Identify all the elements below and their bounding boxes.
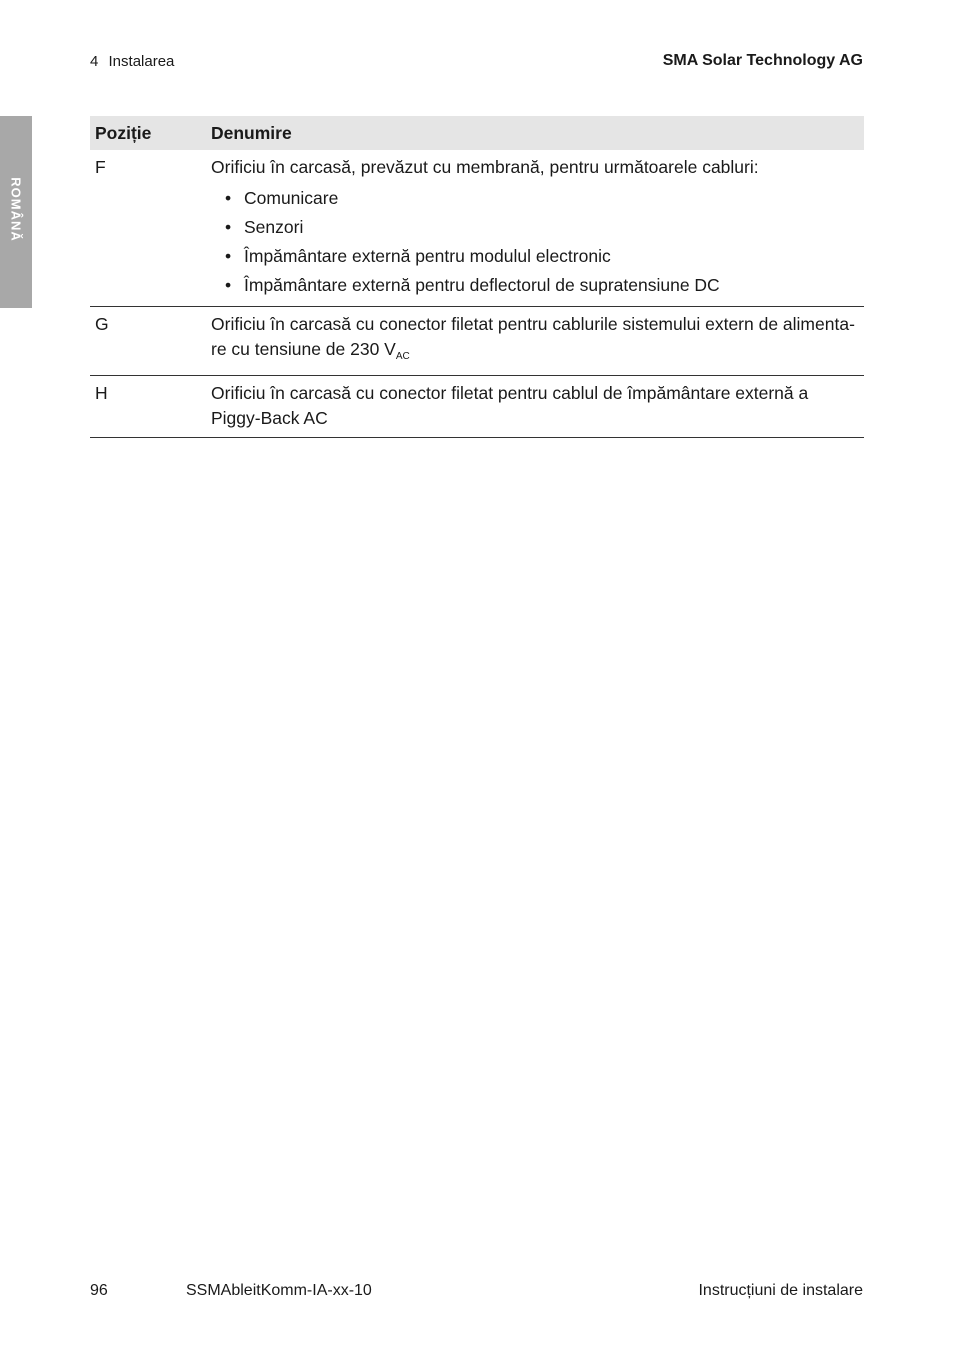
position-description-table	[90, 116, 864, 438]
column-header-description: Denumire	[206, 116, 864, 150]
table-row	[90, 307, 864, 376]
row-description-text: Orificiu în carcasă, prevăzut cu membrană, pentru următoarele cabluri:	[211, 157, 759, 177]
language-label: ROMÂNĂ	[8, 177, 24, 242]
language-side-tab	[0, 116, 32, 308]
row-description-line	[211, 337, 859, 369]
column-header-position: Poziție	[90, 116, 206, 150]
page-number: 96	[90, 1282, 108, 1299]
list-item: • Împământare externă pentru deflectorul de supratensiune DC	[211, 271, 859, 300]
row-position: F	[90, 150, 206, 307]
chapter-title: Instalarea	[108, 53, 175, 70]
company-name: SMA Solar Technology AG	[662, 52, 863, 69]
row-description-line: Orificiu în carcasă cu conector filetat pentru cablurile sistemului extern de alimenta-	[211, 314, 855, 334]
running-header-chapter	[90, 53, 174, 70]
list-item: • Comunicare	[211, 184, 859, 213]
list-item: • Împământare externă pentru modulul electronic	[211, 242, 859, 271]
row-position: G	[90, 307, 206, 376]
list-item: • Senzori	[211, 213, 859, 242]
document-title: Instrucțiuni de instalare	[698, 1282, 863, 1299]
row-description-line: Orificiu în carcasă cu conector filetat pentru cablul de împământare externă a	[211, 383, 809, 403]
row-description	[206, 150, 864, 307]
row-position: H	[90, 376, 206, 438]
table-row	[90, 150, 864, 307]
row-description	[206, 307, 864, 376]
chapter-number: 4	[90, 53, 99, 70]
row-description-line: Piggy-Back AC	[211, 408, 328, 428]
voltage-text: re cu tensiune de 230 V	[211, 339, 396, 359]
table-header-row	[90, 116, 864, 150]
voltage-subscript: AC	[395, 351, 410, 362]
document-code: SSMAbleitKomm-IA-xx-10	[186, 1282, 372, 1299]
cable-list	[211, 184, 859, 300]
row-description	[206, 376, 864, 438]
table-row	[90, 376, 864, 438]
